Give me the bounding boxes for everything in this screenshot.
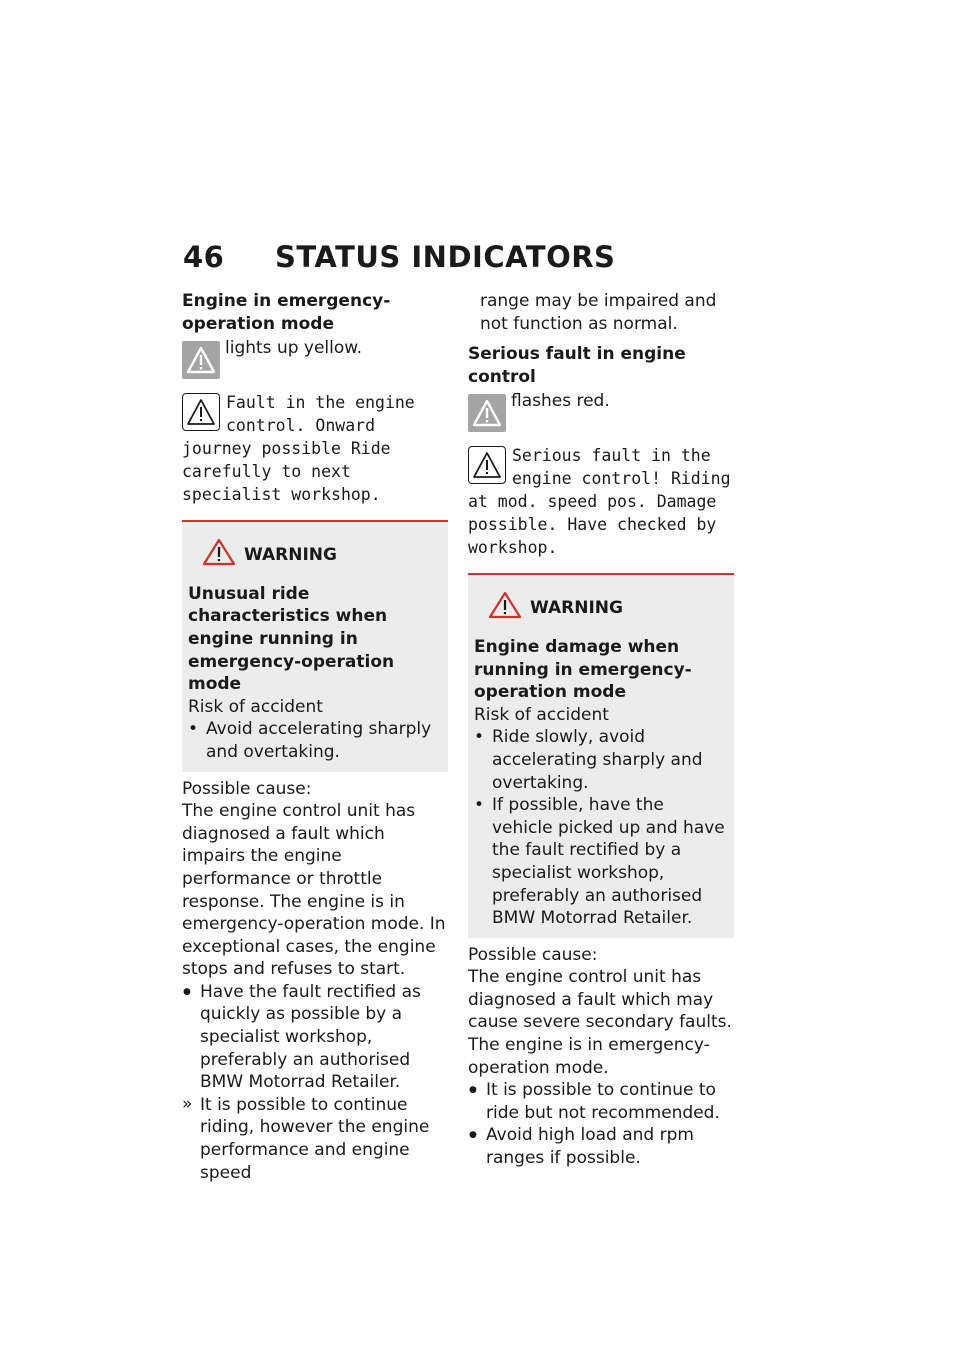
warning-risk: Risk of accident: [474, 704, 609, 725]
cause-label: Possible cause:: [182, 778, 312, 799]
list-item: • If possible, have the vehicle picked up and have the fault rectified by a specialist workshop, preferably an authorised BMW Motorrad Retailer.: [474, 794, 728, 930]
list-item: • Ride slowly, avoid accelerating sharply and overtaking.: [474, 726, 728, 794]
indicator-lamp-row: [182, 337, 448, 381]
section-heading: Engine in emergency-operation mode: [182, 291, 391, 334]
right-column: [468, 290, 734, 1170]
warning-label: WARNING: [530, 598, 623, 619]
list-item: • Avoid accelerating sharply and overtaking.: [188, 718, 442, 763]
warning-list: [188, 718, 442, 763]
result-text: » It is possible to continue riding, however the engine performance and engine speed: [182, 1094, 448, 1184]
list-item: ● Have the fault rectified as quickly as possible by a specialist workshop, preferably an authorised BMW Motorrad Retailer.: [182, 981, 448, 1094]
warning-title: [488, 591, 728, 626]
warning-heading: Engine damage when running in emergency-operation mode: [474, 636, 692, 703]
warning-light-icon: [468, 394, 506, 432]
list-item: ● It is possible to continue to ride but not recommended.: [468, 1079, 734, 1124]
list-item: ● Avoid high load and rpm ranges if possible.: [468, 1124, 734, 1169]
indicator-lamp-row: [468, 390, 734, 434]
page-header: [183, 240, 615, 274]
warning-triangle-icon: [468, 446, 506, 484]
cause-text: The engine control unit has diagnosed a fault which may cause severe secondary faults. The engine is in emergency-operation mode.: [468, 967, 732, 1078]
lamp-description: lights up yellow.: [225, 338, 363, 359]
section-heading: Serious fault in engine control: [468, 344, 686, 387]
continued-text: range may be impaired and not function as normal.: [480, 291, 717, 334]
display-message: [468, 444, 734, 559]
page-title: STATUS INDICATORS: [274, 240, 616, 274]
display-message: [182, 391, 448, 506]
warning-triangle-icon: [202, 538, 236, 573]
warning-light-icon: [182, 341, 220, 379]
display-message-text: Serious fault in the engine control! Riding at mod. speed pos. Damage possible. Have checked by workshop.: [468, 446, 731, 558]
left-column: [182, 290, 448, 1184]
warning-triangle-icon: [182, 393, 220, 431]
action-list: [182, 981, 448, 1094]
display-message-text: Fault in the engine control. Onward journey possible Ride carefully to next specialist workshop.: [182, 393, 415, 505]
warning-heading: Unusual ride characteristics when engine running in emergency-operation mode: [188, 583, 395, 695]
cause-text: The engine control unit has diagnosed a fault which impairs the engine performance or throttle response. The engine is in emergency-operation mode. In exceptional cases, the engine stops and refuses to start.: [182, 801, 446, 980]
warning-label: WARNING: [244, 545, 337, 566]
warning-list: [474, 726, 728, 929]
warning-box: [468, 573, 734, 937]
lamp-description: flashes red.: [511, 391, 610, 412]
cause-label: Possible cause:: [468, 944, 598, 965]
action-list: [468, 1079, 734, 1169]
warning-title: [202, 538, 442, 573]
warning-box: [182, 520, 448, 771]
page-number: 46: [183, 240, 225, 274]
warning-triangle-icon: [488, 591, 522, 626]
warning-risk: Risk of accident: [188, 696, 323, 717]
